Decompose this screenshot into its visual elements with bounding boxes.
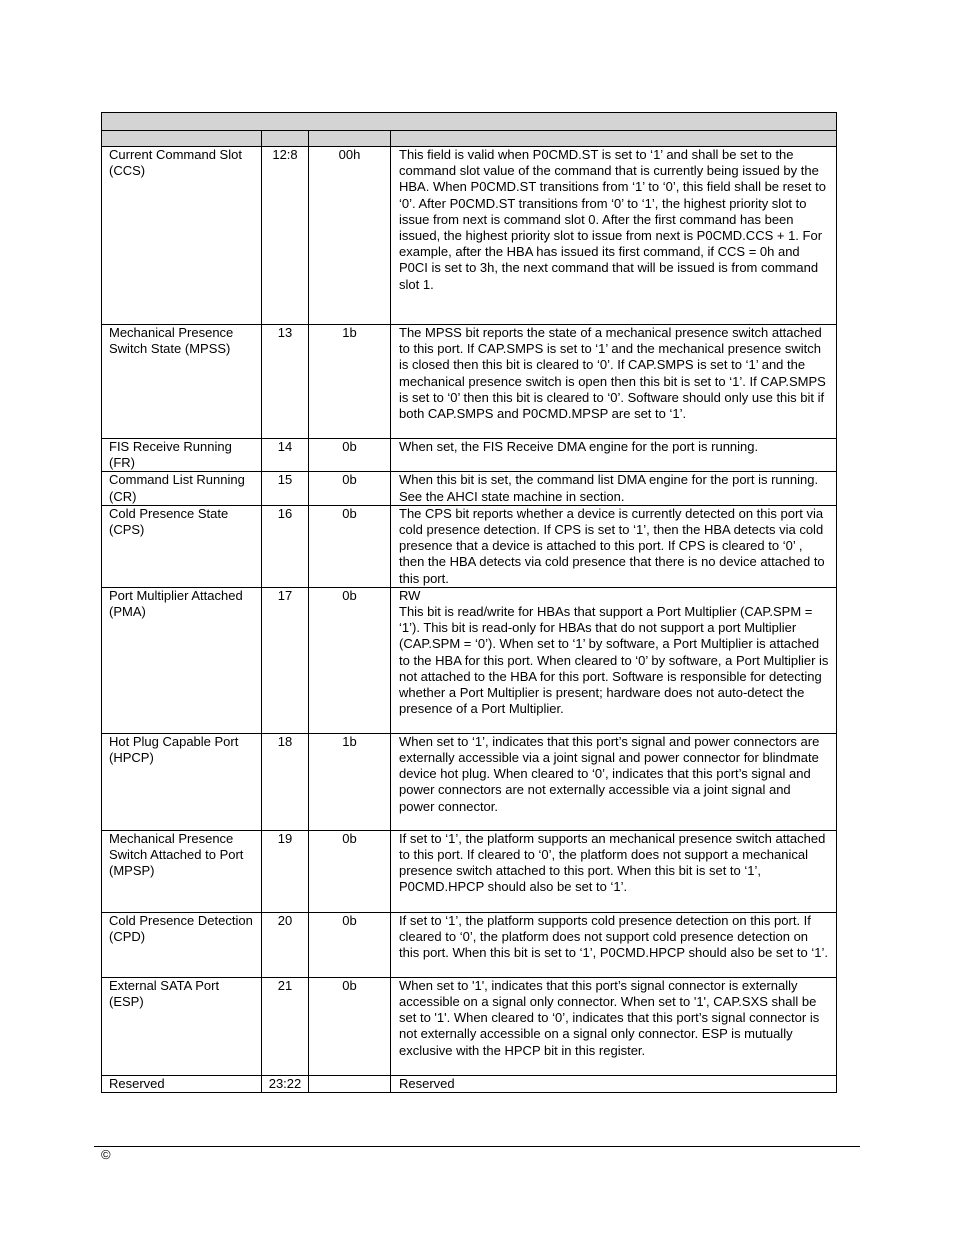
table-row (102, 912, 837, 977)
description-text: If set to ‘1’, the platform supports cold presence detection on this port. If cleared to ‘0’, the platform does not support cold presence detection on this port. When this bit is set to ‘1’, P0CMD.HPCP should also be set to ‘1’. (399, 912, 828, 961)
description-cell (391, 587, 837, 733)
bit-range-cell: 16 (262, 505, 309, 587)
default-value-cell: 1b (309, 325, 391, 439)
bit-range-cell: 15 (262, 472, 309, 505)
description-cell (391, 472, 837, 505)
table-row (102, 977, 837, 1075)
description-text: If set to ‘1’, the platform supports an mechanical presence switch attached to this port. If cleared to ‘0’, the platform does not support a mechanical presence switch attached to this port. When this bit is set to ‘1’, P0CMD.HPCP should also be set to ‘1’. (399, 830, 826, 895)
default-value-cell: 0b (309, 977, 391, 1075)
bit-range-cell: 19 (262, 830, 309, 912)
header-cell-description (391, 131, 837, 147)
bit-range-cell: 14 (262, 439, 309, 472)
description-cell (391, 912, 837, 977)
description-text: When set to ‘1’, indicates that this port’s signal and power connectors are externally accessible via a joint signal and power connector for blindmate device hot plug. When cleared to ‘0’, indicates that this port’s signal and power connectors are not externally accessible via a joint signal and power connector. (399, 733, 820, 814)
table-row (102, 1075, 837, 1092)
default-value-cell: 0b (309, 912, 391, 977)
table-row (102, 733, 837, 830)
field-name-cell: Hot Plug Capable Port (HPCP) (102, 733, 262, 830)
default-value-cell: 0b (309, 505, 391, 587)
footer-copyright: © (101, 1147, 111, 1162)
table-row (102, 147, 837, 325)
description-cell (391, 977, 837, 1075)
description-text: The MPSS bit reports the state of a mechanical presence switch attached to this port. If CAP.SMPS is set to ‘1’ and the mechanical presence switch is closed then this bit is cleared to ‘0’. If CAP.SMPS is set to ‘1’ and the mechanical presence switch is open then this bit is set to ‘1’. If CAP.SMPS is set to ‘0’ then this bit is cleared to ‘0’. Software should only use this bit if both CAP.SMPS and P0CMD.MPSP are set to ‘1’. (399, 325, 826, 422)
header-cell-bit (262, 131, 309, 147)
register-table (101, 112, 837, 1093)
field-name-cell: External SATA Port (ESP) (102, 977, 262, 1075)
footer-divider (94, 1146, 860, 1147)
bit-range-cell: 18 (262, 733, 309, 830)
field-name-cell: Cold Presence Detection (CPD) (102, 912, 262, 977)
field-name-cell: Reserved (102, 1075, 262, 1092)
table-row (102, 325, 837, 439)
table-header-row (102, 131, 837, 147)
description-cell (391, 439, 837, 472)
field-name-cell: FIS Receive Running (FR) (102, 439, 262, 472)
table-row (102, 505, 837, 587)
description-cell (391, 733, 837, 830)
header-cell-default (309, 131, 391, 147)
bit-range-cell: 12:8 (262, 147, 309, 325)
description-cell (391, 147, 837, 325)
table-title-bar (102, 113, 837, 131)
default-value-cell: 0b (309, 830, 391, 912)
access-type-label: RW (399, 587, 421, 603)
field-name-cell: Command List Running (CR) (102, 472, 262, 505)
field-name-cell: Current Command Slot (CCS) (102, 147, 262, 325)
bit-range-cell: 21 (262, 977, 309, 1075)
description-text: When this bit is set, the command list DMA engine for the port is running. See the AHCI state machine in section. (399, 472, 819, 504)
description-text: When set, the FIS Receive DMA engine for the port is running. (399, 439, 759, 454)
field-name-cell: Mechanical Presence Switch Attached to Port (MPSP) (102, 830, 262, 912)
table-row (102, 830, 837, 912)
default-value-cell: 1b (309, 733, 391, 830)
default-value-cell (309, 1075, 391, 1092)
table-row (102, 587, 837, 733)
bit-range-cell: 23:22 (262, 1075, 309, 1092)
default-value-cell: 0b (309, 587, 391, 733)
description-text: When set to '1', indicates that this port’s signal connector is externally accessible on a signal only connector. When set to '1', CAP.SXS shall be set to '1'. When cleared to ‘0’, indicates that this port’s signal connector is not externally accessible on a signal only connector. ESP is mutually exclusive with the HPCP bit in this register. (399, 977, 820, 1058)
field-name-cell: Port Multiplier Attached (PMA) (102, 587, 262, 733)
default-value-cell: 00h (309, 147, 391, 325)
description-cell (391, 325, 837, 439)
table-row (102, 472, 837, 505)
header-cell-name (102, 131, 262, 147)
bit-range-cell: 20 (262, 912, 309, 977)
description-text: This field is valid when P0CMD.ST is set to ‘1’ and shall be set to the command slot value of the command that is currently being issued by the HBA. When P0CMD.ST transitions from ‘1’ to ‘0’, this field shall be reset to ‘0’. After P0CMD.ST transitions from ‘0’ to ‘1’, the highest priority slot to issue from next is command slot 0. After the first command has been issued, the highest priority slot to issue from next is P0CMD.CCS + 1. For example, after the HBA has issued its first command, if CCS = 0h and P0CI is set to 3h, the next command that will be issued is from command slot 1. (399, 147, 827, 292)
table-title-cell (102, 113, 837, 131)
default-value-cell: 0b (309, 439, 391, 472)
field-name-cell: Cold Presence State (CPS) (102, 505, 262, 587)
description-cell (391, 1075, 837, 1092)
description-text: Reserved (399, 1075, 455, 1091)
bit-range-cell: 13 (262, 325, 309, 439)
table-row (102, 439, 837, 472)
description-cell (391, 830, 837, 912)
field-name-cell: Mechanical Presence Switch State (MPSS) (102, 325, 262, 439)
default-value-cell: 0b (309, 472, 391, 505)
bit-range-cell: 17 (262, 587, 309, 733)
description-cell (391, 505, 837, 587)
description-text: The CPS bit reports whether a device is currently detected on this port via cold presence detection. If CPS is set to ‘1’, then the HBA detects via cold presence that a device is attached to this port. If CPS is cleared to ‘0’ , then the HBA detects via cold presence that there is no device attached to this port. (399, 505, 825, 586)
description-text: This bit is read/write for HBAs that support a Port Multiplier (CAP.SPM = ‘1’). This bit is read-only for HBAs that do not support a port Multiplier (CAP.SPM = ‘0’). When set to ‘1’ by software, a Port Multiplier is attached to the HBA for this port. When cleared to ‘0’ by software, a Port Multiplier is not attached to the HBA for this port. Software is responsible for detecting whether a Port Multiplier is present; hardware does not auto-detect the presence of a Port Multiplier. (399, 604, 829, 717)
